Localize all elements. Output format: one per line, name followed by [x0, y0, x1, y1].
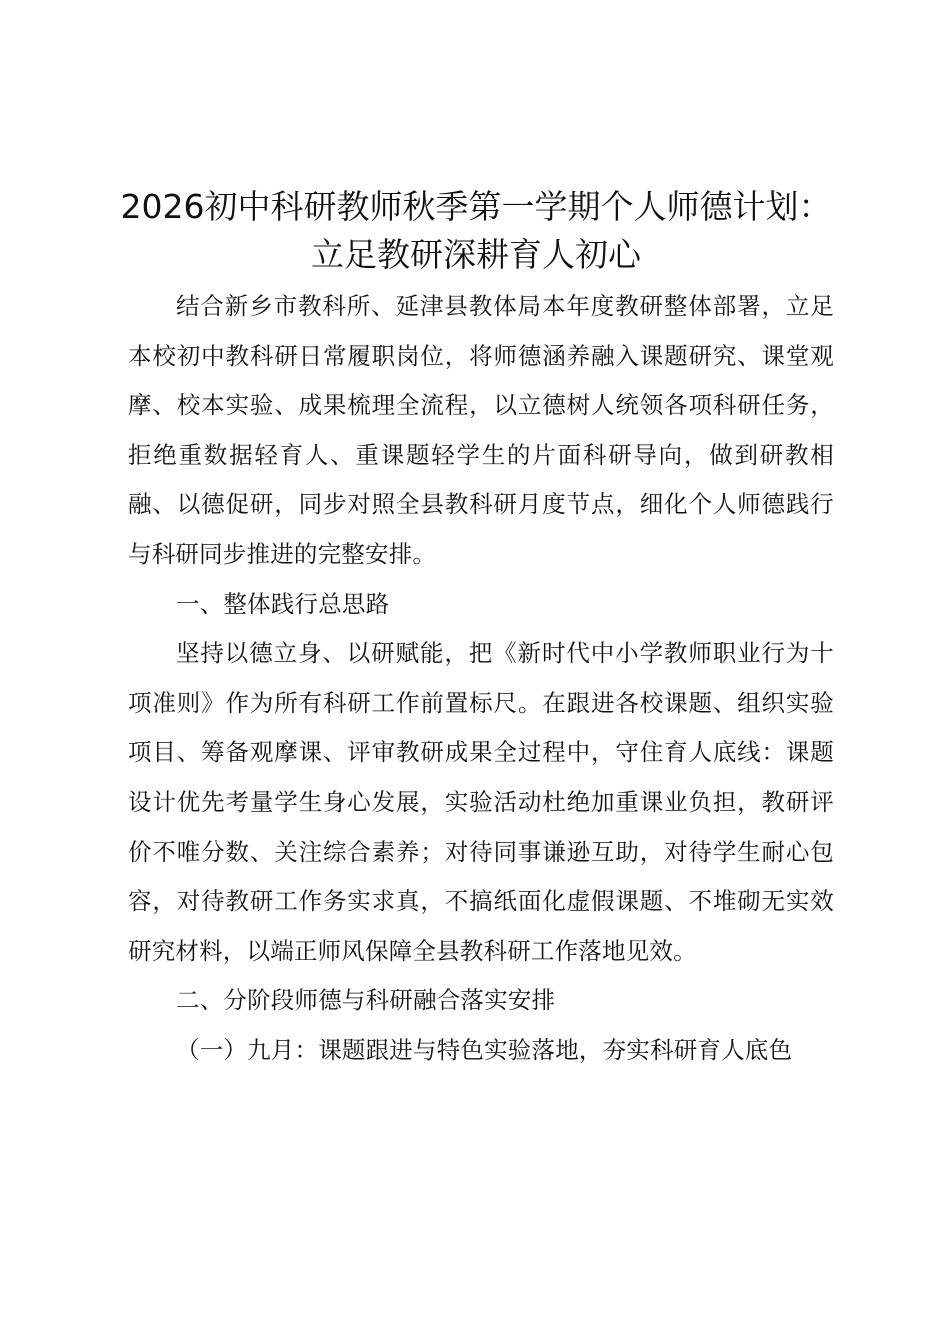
- subsection-heading-september: （一）九月：课题跟进与特色实验落地，夯实科研育人底色: [176, 1035, 793, 1064]
- document-body: [128, 282, 834, 1076]
- section-heading-phased-arrangement: 二、分阶段师德与科研融合落实安排: [176, 986, 556, 1015]
- overall-approach-paragraph: 坚持以德立身、以研赋能，把《新时代中小学教师职业行为十项准则》作为所有科研工作前置标尺。在跟进各校课题、组织实验项目、筹备观摩课、评审教研成果全过程中，守住育人底线：课题设计优先考量学生身心发展，实验活动杜绝加重课业负担，教研评价不唯分数、关注综合素养；对待同事谦逊互助，对待学生耐心包容，对待教研工作务实求真，不搞纸面化虚假课题、不堆砌无实效研究材料，以端正师风保障全县教科研工作落地见效。: [128, 639, 834, 965]
- intro-paragraph: 结合新乡市教科所、延津县教体局本年度教研整体部署，立足本校初中教科研日常履职岗位，将师德涵养融入课题研究、课堂观摩、校本实验、成果梳理全流程，以立德树人统领各项科研任务，拒绝重数据轻育人、重课题轻学生的片面科研导向，做到研教相融、以德促研，同步对照全县教科研月度节点，细化个人师德践行与科研同步推进的完整安排。: [128, 292, 834, 568]
- section-heading-overall-approach: 一、整体践行总思路: [176, 589, 390, 618]
- document-title: 2026初中科研教师秋季第一学期个人师德计划：立足教研深耕育人初心: [120, 187, 832, 274]
